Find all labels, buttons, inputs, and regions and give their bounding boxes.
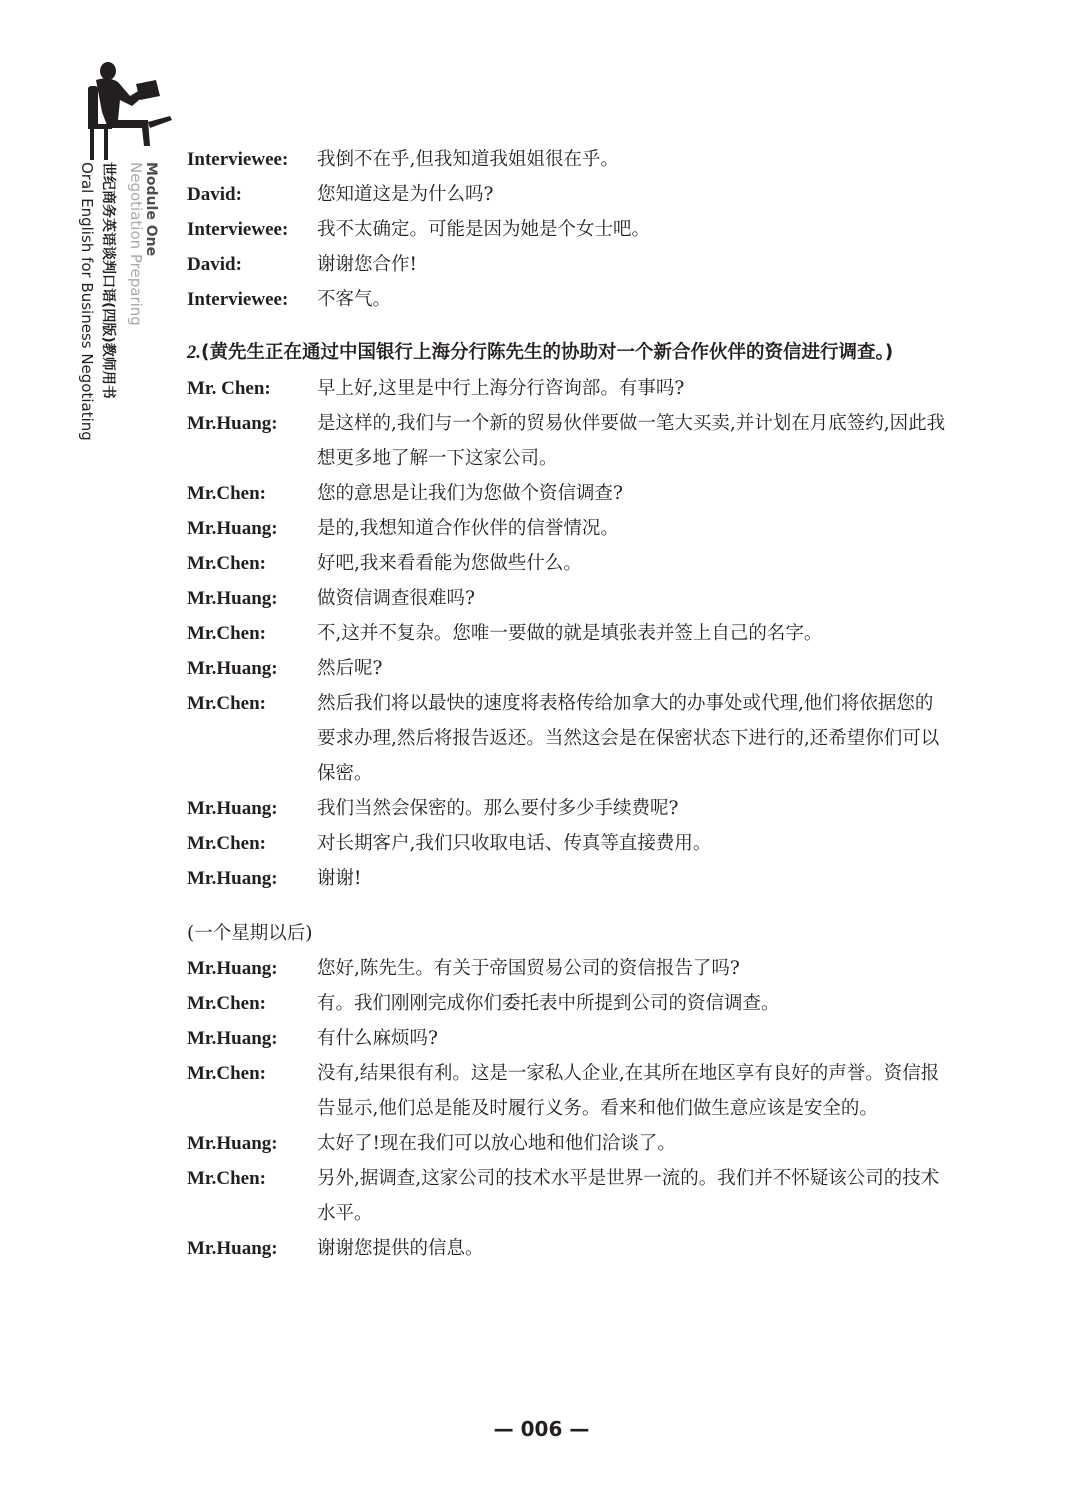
speaker: Mr.Huang: bbox=[187, 413, 278, 434]
section-number: 2. bbox=[187, 343, 201, 363]
speaker: Mr.Huang: bbox=[187, 658, 278, 679]
dialogue-line bbox=[187, 511, 947, 546]
page-body bbox=[187, 142, 947, 1266]
speaker: Mr.Chen: bbox=[187, 693, 266, 714]
utterance: 然后我们将以最快的速度将表格传给加拿大的办事处或代理,他们将依据您的要求办理,然后将报告返还。当然这会是在保密状态下进行的,还希望你们可以保密。 bbox=[317, 693, 940, 784]
dialogue-line bbox=[187, 247, 947, 282]
speaker: David: bbox=[187, 184, 242, 205]
dialogue-line bbox=[187, 581, 947, 616]
utterance: 然后呢? bbox=[317, 658, 383, 679]
speaker: Mr. Chen: bbox=[187, 378, 271, 399]
reading-man-logo-icon bbox=[78, 62, 178, 162]
utterance: 对长期客户,我们只收取电话、传真等直接费用。 bbox=[317, 833, 712, 854]
dialogue-line bbox=[187, 371, 947, 406]
utterance: 有什么麻烦吗? bbox=[317, 1028, 438, 1049]
dialogue-line bbox=[187, 476, 947, 511]
dialogue-line bbox=[187, 651, 947, 686]
dialogue-1 bbox=[187, 142, 947, 317]
dialogue-line bbox=[187, 142, 947, 177]
utterance: 不,这并不复杂。您唯一要做的就是填张表并签上自己的名字。 bbox=[317, 623, 823, 644]
dialogue-line bbox=[187, 406, 947, 476]
sidebar-section: Negotiation Preparing bbox=[127, 162, 145, 326]
utterance: 我不太确定。可能是因为她是个女士吧。 bbox=[317, 219, 651, 240]
dialogue-line bbox=[187, 986, 947, 1021]
utterance: 另外,据调查,这家公司的技术水平是世界一流的。我们并不怀疑该公司的技术水平。 bbox=[317, 1168, 940, 1224]
dialogue-line bbox=[187, 1056, 947, 1126]
speaker: Mr.Huang: bbox=[187, 518, 278, 539]
speaker: Mr.Chen: bbox=[187, 833, 266, 854]
utterance: 您知道这是为什么吗? bbox=[317, 184, 494, 205]
sidebar-module: Module One bbox=[143, 162, 159, 257]
sidebar-book-title-en: Oral English for Business Negotiating bbox=[78, 162, 96, 441]
dialogue-line bbox=[187, 1126, 947, 1161]
dialogue-line bbox=[187, 826, 947, 861]
utterance: 太好了!现在我们可以放心地和他们洽谈了。 bbox=[317, 1133, 676, 1154]
section-heading-text: (黄先生正在通过中国银行上海分行陈先生的协助对一个新合作伙伴的资信进行调查。) bbox=[201, 342, 894, 363]
dialogue-line bbox=[187, 861, 947, 896]
dialogue-line bbox=[187, 546, 947, 581]
dialogue-line bbox=[187, 177, 947, 212]
dialogue-3 bbox=[187, 951, 947, 1266]
speaker: Mr.Chen: bbox=[187, 553, 266, 574]
utterance: 不客气。 bbox=[317, 289, 392, 310]
dialogue-line bbox=[187, 282, 947, 317]
utterance: 是的,我想知道合作伙伴的信誉情况。 bbox=[317, 518, 619, 539]
speaker: Mr.Huang: bbox=[187, 798, 278, 819]
speaker: Mr.Chen: bbox=[187, 993, 266, 1014]
sidebar bbox=[74, 162, 159, 441]
utterance: 谢谢! bbox=[317, 868, 362, 889]
speaker: Mr.Chen: bbox=[187, 1168, 266, 1189]
speaker: Mr.Huang: bbox=[187, 868, 278, 889]
utterance: 有。我们刚刚完成你们委托表中所提到公司的资信调查。 bbox=[317, 993, 780, 1014]
dialogue-line bbox=[187, 1161, 947, 1231]
dialogue-line bbox=[187, 686, 947, 791]
utterance: 早上好,这里是中行上海分行咨询部。有事吗? bbox=[317, 378, 685, 399]
utterance: 是这样的,我们与一个新的贸易伙伴要做一笔大买卖,并计划在月底签约,因此我想更多地了解一下这家公司。 bbox=[317, 413, 946, 469]
speaker: Mr.Chen: bbox=[187, 623, 266, 644]
speaker: Interviewee: bbox=[187, 219, 289, 240]
utterance: 您的意思是让我们为您做个资信调查? bbox=[317, 483, 623, 504]
speaker: Mr.Huang: bbox=[187, 1028, 278, 1049]
speaker: Mr.Chen: bbox=[187, 1063, 266, 1084]
speaker: Interviewee: bbox=[187, 289, 289, 310]
utterance: 我倒不在乎,但我知道我姐姐很在乎。 bbox=[317, 149, 619, 170]
interlude-note: (一个星期以后) bbox=[187, 923, 313, 944]
utterance: 做资信调查很难吗? bbox=[317, 588, 475, 609]
spacer bbox=[187, 317, 947, 335]
dialogue-line bbox=[187, 791, 947, 826]
dialogue-line bbox=[187, 1021, 947, 1056]
page-number: — 006 — bbox=[493, 1417, 590, 1441]
utterance: 谢谢您合作! bbox=[317, 254, 417, 275]
section-heading bbox=[187, 335, 947, 371]
utterance: 我们当然会保密的。那么要付多少手续费呢? bbox=[317, 798, 679, 819]
utterance: 没有,结果很有利。这是一家私人企业,在其所在地区享有良好的声誉。资信报告显示,他们总是能及时履行义务。看来和他们做生意应该是安全的。 bbox=[317, 1063, 940, 1119]
utterance: 您好,陈先生。有关于帝国贸易公司的资信报告了吗? bbox=[317, 958, 740, 979]
utterance: 好吧,我来看看能为您做些什么。 bbox=[317, 553, 582, 574]
sidebar-book-title-cn: 世纪商务英语谈判口语(四版)教师用书 bbox=[100, 162, 116, 399]
speaker: Mr.Huang: bbox=[187, 958, 278, 979]
dialogue-line bbox=[187, 951, 947, 986]
dialogue-line bbox=[187, 616, 947, 651]
speaker: Interviewee: bbox=[187, 149, 289, 170]
speaker: Mr.Chen: bbox=[187, 483, 266, 504]
speaker: David: bbox=[187, 254, 242, 275]
utterance: 谢谢您提供的信息。 bbox=[317, 1238, 484, 1259]
dialogue-line bbox=[187, 212, 947, 247]
spacer bbox=[187, 896, 947, 916]
speaker: Mr.Huang: bbox=[187, 1238, 278, 1259]
speaker: Mr.Huang: bbox=[187, 1133, 278, 1154]
dialogue-2 bbox=[187, 371, 947, 896]
speaker: Mr.Huang: bbox=[187, 588, 278, 609]
dialogue-line bbox=[187, 1231, 947, 1266]
